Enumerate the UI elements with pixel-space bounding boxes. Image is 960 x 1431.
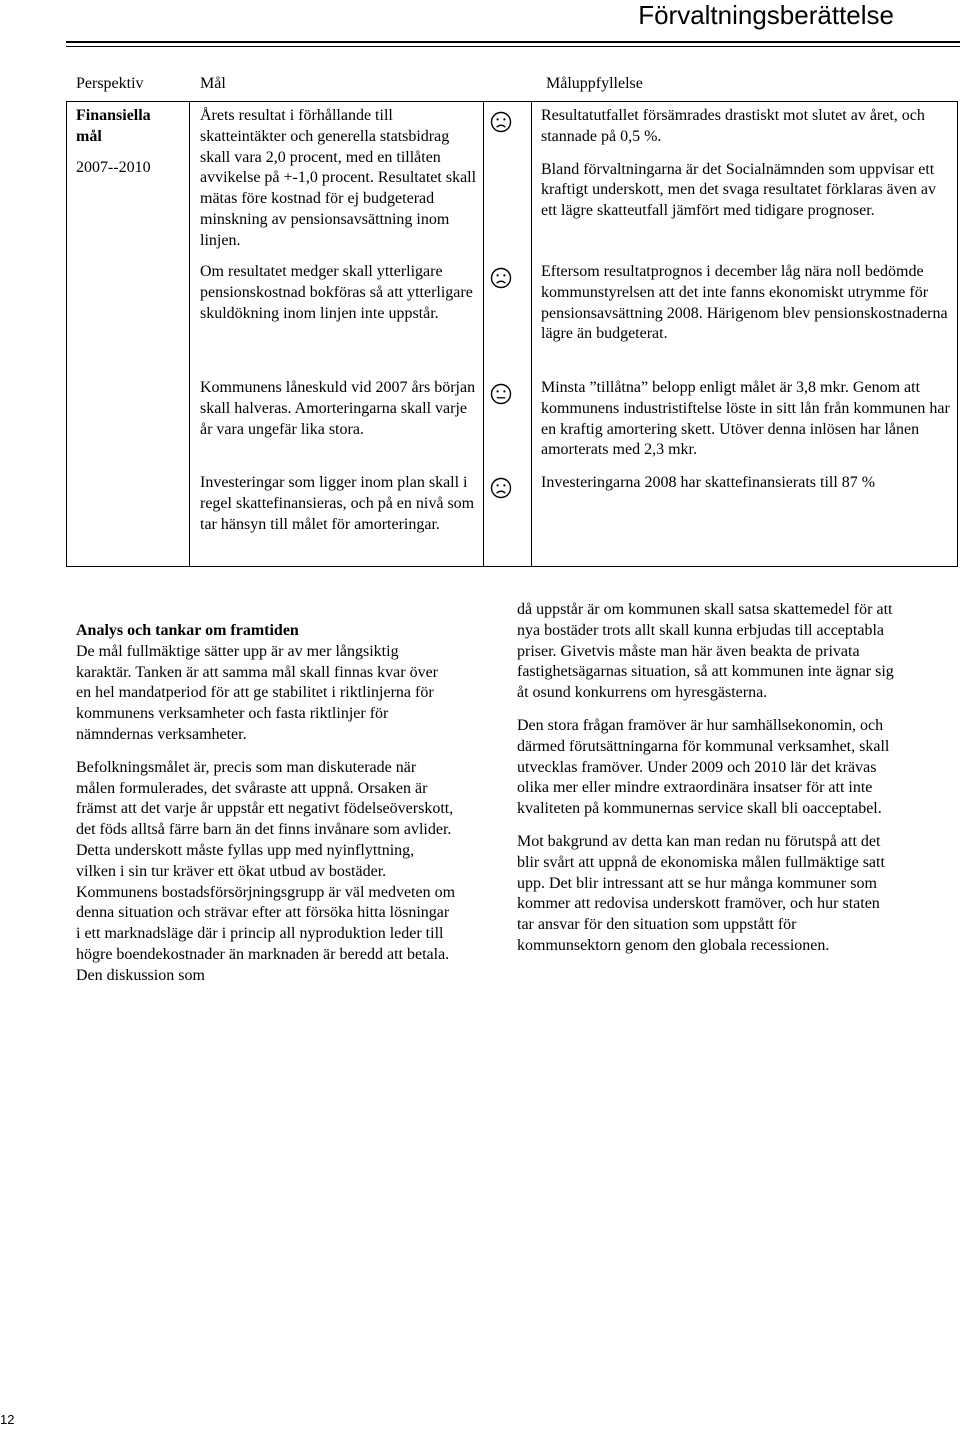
fulfillment-text-4 [541,473,953,494]
analysis-heading: Analys och tankar om framtiden [76,622,299,639]
page-number: 12 [0,1412,15,1427]
sad-face-icon [490,111,512,133]
analysis-paragraph: De mål fullmäktige sätter upp är av mer långsiktig karaktär. Tanken är att samma mål skall finnas kvar över en hel mandatperiod för att ge stabilitet i riktlinjerna för kommunens verksamheter och fasta riktlinjer för nämndernas verksamheter. [76,642,439,743]
column-header-goal: Mål [200,75,226,92]
header-rule-thin [66,46,960,47]
analysis-paragraph: Befolkningsmålet är, precis som man diskuterade när målen formulerades, det svåraste att uppnå. Orsaken är främst att det varje år uppstår ett negativt födelseöverskott, det föds alltså färre barn än det finns invånare som avlider. Detta underskott måste fyllas upp med nyinflyttning, vilken i sin tur kräver ett ökat utbud av bostäder. Kommunens bostadsförsörjningsgrupp är väl medveten om denna situation och strävar efter att försöka hitta lösningar i ett marknadsläge där i princip all nyproduktion leder till högre boendekostnader än marknaden är beredd att betala. Den diskussion som [76,758,456,984]
column-header-fulfillment: Måluppfyllelse [546,75,643,92]
analysis-paragraph: då uppstår är om kommunen skall satsa skattemedel för att nya bostäder trots allt skall kunna erbjudas till acceptabla priser. Givetvis måste man här även beakta de privata fastighetsägarnas situation, så att kommunen inte ägnar sig åt osund konkurrens om hyresgästerna. [517,601,894,702]
analysis-right-column [517,600,897,969]
perspective-label-line1: Finansiella [76,107,151,124]
perspective-cell [76,106,186,178]
fulfillment-paragraph: Eftersom resultatprognos i december låg nära noll bedömde kommunstyrelsen att det inte fanns ekonomiskt utrymme för pensionsavsättning 2008. Härigenom blev pensionskostnaderna lägre än budgeterat. [541,263,948,343]
goal-text-2: Om resultatet medger skall ytterligare pensionskostnad bokföras så att ytterligare skuldökning inom linjen inte uppstår. [200,263,473,322]
sad-face-icon [490,267,512,289]
analysis-paragraph: Den stora frågan framöver är hur samhällsekonomin, och därmed förutsättningarna för kommunal verksamhet, skall utvecklas framöver. Under 2009 och 2010 lär det krävas olika mer eller mindre extraordinära insatser för att inte kvaliteten på kommunernas service skall bli oacceptabel. [517,716,890,818]
goal-text-3: Kommunens låneskuld vid 2007 års början skall halveras. Amorteringarna skall varje år vara ungefär lika stora. [200,379,476,438]
table-divider-3 [531,101,532,567]
fulfillment-text-2 [541,262,953,345]
sad-face-icon [490,477,512,499]
fulfillment-paragraph: Resultatutfallet försämrades drastiskt mot slutet av året, och stannade på 0,5 %. [541,107,925,145]
table-divider-2 [483,101,484,567]
analysis-left-column [76,621,456,999]
header-rule-thick [66,41,960,43]
fulfillment-paragraph: Investeringarna 2008 har skattefinansierats till 87 % [541,474,876,491]
fulfillment-text-3 [541,378,953,461]
neutral-face-icon [490,383,512,405]
perspective-period: 2007--2010 [76,158,151,176]
analysis-paragraph: Mot bakgrund av detta kan man redan nu förutspå att det blir svårt att uppnå de ekonomiska målen fullmäktige satt upp. Det blir intressant att se hur många kommuner som kommer att redovisa underskott framöver, och hur staten tar ansvar för den situation som uppstått för kommunsektorn genom den globala recessionen. [517,832,885,954]
table-divider-1 [189,101,190,567]
fulfillment-text-1 [541,106,953,222]
perspective-label-line2: mål [76,127,102,145]
goal-text-1: Årets resultat i förhållande till skatteintäkter och generella statsbidrag skall vara 2,0 procent, med en tillåten avvikelse på +-1,0 procent. Resultatet skall mätas före kostnad för ej budgeterad minskning av pensionsavsättning inom linjen. [200,107,477,249]
goal-text-4: Investeringar som ligger inom plan skall i regel skattefinansieras, och på en nivå som tar hänsyn till målet för amorteringar. [200,474,475,533]
page-header-title: Förvaltningsberättelse [638,0,894,30]
column-header-perspective: Perspektiv [76,75,144,92]
fulfillment-paragraph: Bland förvaltningarna är det Socialnämnden som uppvisar ett kraftigt underskott, men det svaga resultatet förklaras även av ett lägre skatteutfall jämfört med tidigare prognoser. [541,160,936,220]
fulfillment-paragraph: Minsta ”tillåtna” belopp enligt målet är 3,8 mkr. Genom att kommunens industristiftelse löste in sitt lån från kommunen har en kraftig amortering skett. Utöver denna inlösen har lånen amorterats med 2,3 mkr. [541,379,950,459]
